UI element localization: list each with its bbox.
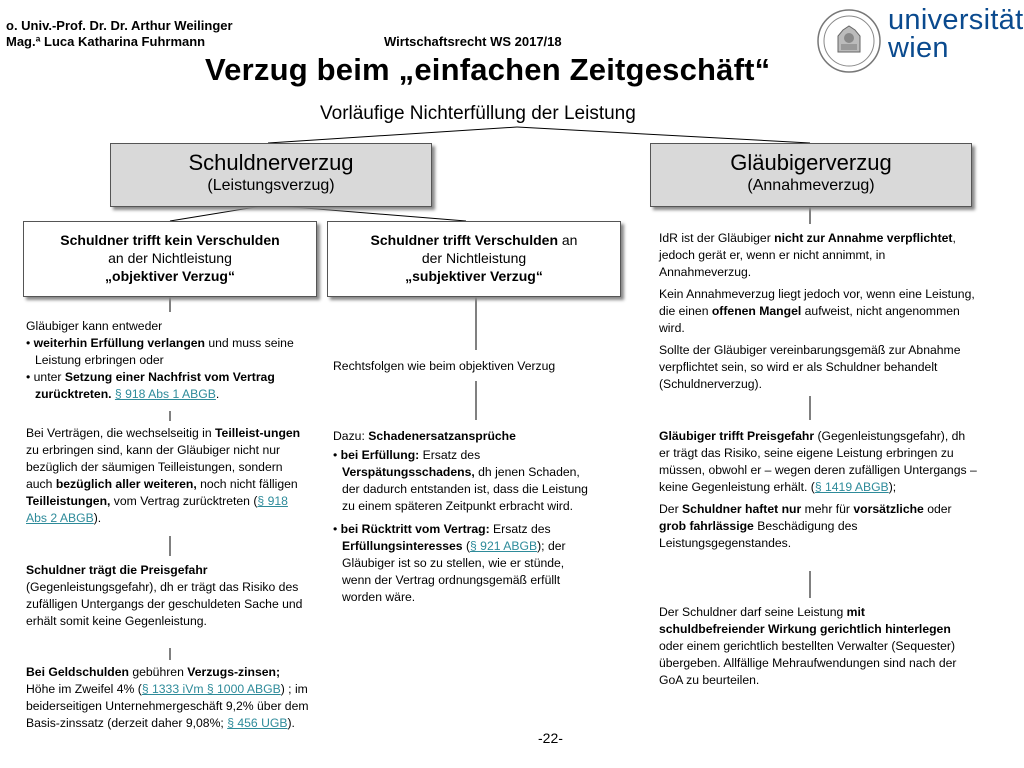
subjektiv-line2: der Nichtleistung — [421, 250, 527, 266]
col2-rechtsfolgen: Rechtsfolgen wie beim objektiven Verzug — [333, 359, 556, 373]
glaeubigerverzug-box — [650, 143, 972, 207]
col1-bullet-2: • unter Setzung einer Nachfrist vom Vertrag zurücktreten. § 918 Abs 1 ABGB. — [26, 370, 275, 401]
glaeubigerverzug-title: Gläubigerverzug — [730, 150, 892, 175]
objektiv-line1: Schuldner trifft kein Verschulden — [60, 232, 280, 248]
col2-schadenersatz: Dazu: Schadenersatzansprüche • bei Erfüllung: Ersatz des Verspätungsschadens, dh jenen Schaden, der dadurch entstanden ist, dass die Leistung zu einem späteren Zeitpunkt erbracht wird. • bei Rücktritt vom Vertrag: Ersatz des Erfüllungsinteresses (§ 921 ABGB); der Gläubiger ist so zu stellen, wie er stünde, wenn der Vertrag ordnungsgemäß erfüllt worden wäre. — [333, 428, 593, 606]
col1-bullet-1: • weiterhin Erfüllung verlangen und muss seine Leistung erbringen oder — [26, 336, 294, 367]
link-921-abgb[interactable]: § 921 ABGB — [470, 539, 538, 553]
link-1419-abgb[interactable]: § 1419 ABGB — [814, 480, 889, 494]
schuldnerverzug-subtitle: (Leistungsverzug) — [207, 177, 335, 194]
col3-preisgefahr: Gläubiger trifft Preisgefahr (Gegenleistungsgefahr), dh er trägt das Risiko, seine eigene Leistung erbringen zu müssen, obwohl er – wegen deren zufälligen Untergangs – keine Gegenleistung erhält. (§ 1419 ABGB); Der Schuldner haftet nur mehr für vorsätzliche oder grob fahrlässige Beschädigung des Leistungsgegenstandes. — [659, 429, 977, 550]
page-number: -22- — [538, 730, 563, 746]
col3-hinterlegung: Der Schuldner darf seine Leistung mit schuldbefreiender Wirkung gerichtlich hinterlegen oder einem gerichtlich bestellten Verwalter (Sequester) übergeben. Allfällige Mehraufwendungen sind nach der GoA zu beurteilen. — [659, 605, 957, 687]
course-label: Wirtschaftsrecht WS 2017/18 — [384, 34, 562, 49]
subjektiv-line1-rest: an — [558, 232, 578, 248]
col2-bullet-2: • bei Rücktritt vom Vertrag: Ersatz des Erfüllungsinteresses (§ 921 ABGB); der Gläubiger ist so zu stellen, wie er stünde, wenn der Vertrag ordnungsgemäß erfüllt worden wäre. — [333, 522, 566, 604]
objektiver-verzug-box — [23, 221, 317, 297]
author-line-1: o. Univ.-Prof. Dr. Dr. Arthur Weilinger — [6, 18, 233, 33]
col1-teilleistungen: Bei Verträgen, die wechselseitig in Teilleist-ungen zu erbringen sind, kann der Gläubiger nicht nur bezüglich der säumigen Teilleistungen, sondern auch bezüglich aller weiteren, noch nicht fälligen Teilleistungen, vom Vertrag zurücktreten (§ 918 Abs 2 ABGB). — [26, 426, 301, 525]
author-line-2: Mag.ª Luca Katharina Fuhrmann — [6, 34, 206, 49]
subjektiver-verzug-box — [327, 221, 621, 297]
schuldnerverzug-title: Schuldnerverzug — [188, 150, 354, 175]
subjektiv-line1-bold: Schuldner trifft Verschulden — [370, 232, 558, 248]
schuldnerverzug-box — [110, 143, 432, 207]
link-918-abs2[interactable]: § 918 Abs 2 ABGB — [26, 494, 288, 525]
col1-geldschulden: Bei Geldschulden gebühren Verzugs-zinsen; Höhe im Zweifel 4% (§ 1333 iVm § 1000 ABGB) ; im beiderseitigen Unternehmergeschäft 9,2% über dem Basis-zinssatz (derzeit daher 9,08%; § 456 UGB). — [26, 665, 309, 730]
objektiv-line3: „objektiver Verzug“ — [105, 268, 235, 284]
page-title: Verzug beim „einfachen Zeitgeschäft“ — [205, 52, 771, 87]
col1-preisgefahr: Schuldner trägt die Preisgefahr (Gegenleistungsgefahr), dh er trägt das Risiko des zufälligen Untergangs der geschuldeten Sache und erhält somit keine Gegenleistung. — [26, 563, 303, 628]
page-subtitle: Vorläufige Nichterfüllung der Leistung — [320, 103, 636, 124]
objektiv-line2: an der Nichtleistung — [108, 250, 232, 266]
col3-annahme: IdR ist der Gläubiger nicht zur Annahme verpflichtet, jedoch gerät er, wenn er nicht annimmt, in Annahmeverzug. Kein Annahmeverzug liegt jedoch vor, wenn eine Leistung, die einen offenen Mangel aufweist, nicht angenommen wird. Sollte der Gläubiger vereinbarungsgemäß zur Abnahme verpflichtet sein, so wird er als Schuldner behandelt (Schuldnerverzug). — [659, 231, 975, 391]
col1-intro: Gläubiger kann entweder — [26, 319, 163, 333]
university-wordmark-line1: universität — [888, 4, 1024, 36]
university-wordmark-line2: wien — [888, 32, 949, 64]
link-456-ugb[interactable]: § 456 UGB — [227, 716, 288, 730]
col1-options — [26, 318, 316, 403]
link-918-abs1[interactable]: § 918 Abs 1 ABGB — [114, 387, 216, 401]
link-1333-abgb[interactable]: § 1333 iVm § 1000 ABGB — [141, 682, 281, 696]
subjektiv-line3: „subjektiver Verzug“ — [405, 268, 543, 284]
col2-bullet-1: • bei Erfüllung: Ersatz des Verspätungsschadens, dh jenen Schaden, der dadurch entstanden ist, dass die Leistung zu einem späteren Zeitpunkt erbracht wird. — [333, 448, 588, 513]
glaeubigerverzug-subtitle: (Annahmeverzug) — [747, 177, 875, 194]
